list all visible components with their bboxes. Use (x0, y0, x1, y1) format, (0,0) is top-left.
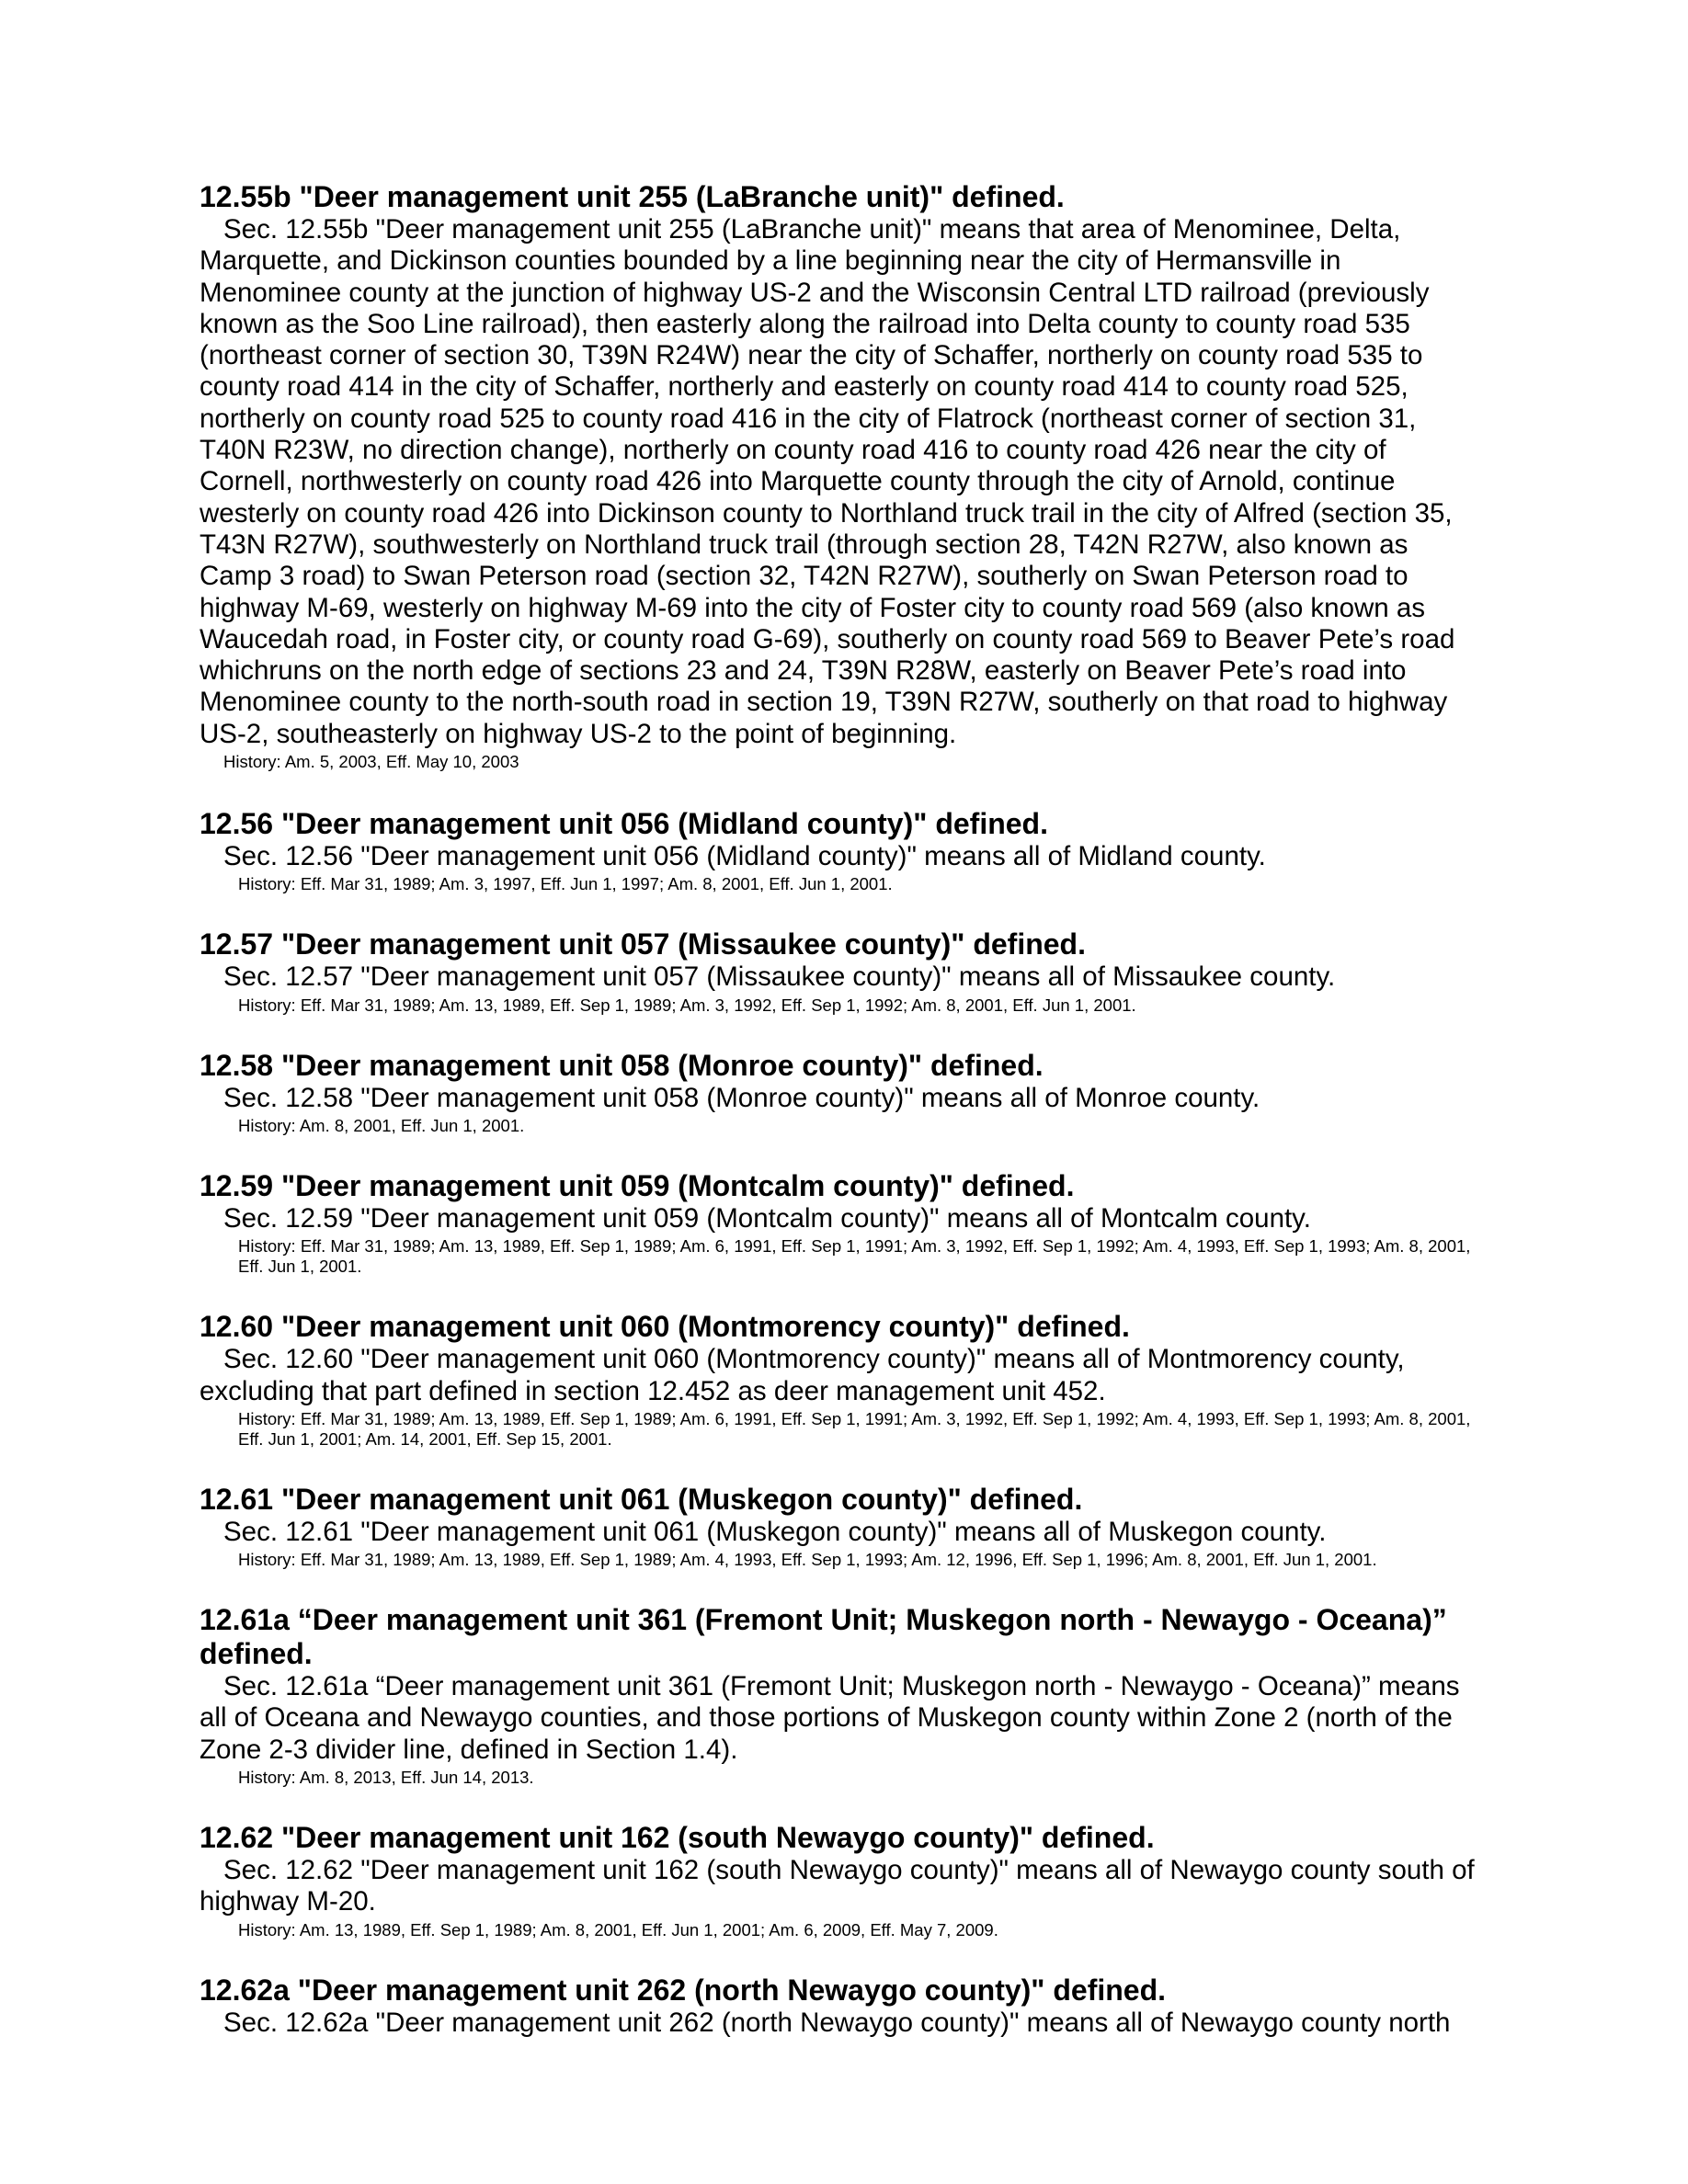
section-heading: 12.57 "Deer management unit 057 (Missaukee county)" defined. (200, 927, 1086, 961)
section-12-57 (200, 927, 1487, 1015)
section-12-59 (200, 1169, 1487, 1277)
section-heading: 12.56 "Deer management unit 056 (Midland county)" defined. (200, 807, 1048, 841)
section-heading: 12.59 "Deer management unit 059 (Montcalm county)" defined. (200, 1168, 1075, 1202)
section-12-61a (200, 1603, 1487, 1788)
section-heading: 12.55b "Deer management unit 255 (LaBranche unit)" defined. (200, 180, 1065, 213)
section-history: History: Eff. Mar 31, 1989; Am. 13, 1989, Eff. Sep 1, 1989; Am. 3, 1992, Eff. Sep 1, 1992; Am. 8, 2001, Eff. Jun 1, 2001. (238, 995, 1136, 1015)
section-12-55b (200, 180, 1487, 772)
section-history: History: Am. 8, 2001, Eff. Jun 1, 2001. (238, 1115, 525, 1135)
section-body: Sec. 12.61a “Deer management unit 361 (Fremont Unit; Muskegon north - Newaygo - Oceana)” means all of Oceana and Newaygo counties, and those portions of Muskegon county within Zone 2 (north of the Zone 2-3 divider line, defined in Section 1.4). (200, 1671, 1460, 1765)
section-body: Sec. 12.61 "Deer management unit 061 (Muskegon county)" means all of Muskegon county. (223, 1516, 1327, 1547)
section-body: Sec. 12.62 "Deer management unit 162 (south Newaygo county)" means all of Newaygo county south of highway M-20. (200, 1855, 1475, 1917)
section-12-58 (200, 1049, 1487, 1136)
section-heading: 12.60 "Deer management unit 060 (Montmorency county)" defined. (200, 1310, 1130, 1344)
section-history: History: Eff. Mar 31, 1989; Am. 13, 1989, Eff. Sep 1, 1989; Am. 6, 1991, Eff. Sep 1, 1991; Am. 3, 1992, Eff. Sep 1, 1992; Am. 4, 1993, Eff. Sep 1, 1993; Am. 8, 2001, Eff. Jun 1, 2001; Am. 14, 2001, Eff. Sep 15, 2001. (238, 1408, 1471, 1449)
section-heading: 12.62 "Deer management unit 162 (south Newaygo county)" defined. (200, 1821, 1155, 1855)
section-heading: 12.62a "Deer management unit 262 (north Newaygo county)" defined. (200, 1973, 1167, 2007)
section-history: History: Am. 8, 2013, Eff. Jun 14, 2013. (238, 1768, 534, 1788)
section-body: Sec. 12.58 "Deer management unit 058 (Monroe county)" means all of Monroe county. (223, 1082, 1260, 1113)
section-12-56 (200, 807, 1487, 894)
section-body: Sec. 12.56 "Deer management unit 056 (Midland county)" means all of Midland county. (223, 841, 1266, 872)
section-history: History: Eff. Mar 31, 1989; Am. 13, 1989, Eff. Sep 1, 1989; Am. 4, 1993, Eff. Sep 1, 1993; Am. 12, 1996, Eff. Sep 1, 1996; Am. 8, 2001, Eff. Jun 1, 2001. (238, 1550, 1377, 1570)
section-heading: 12.58 "Deer management unit 058 (Monroe county)" defined. (200, 1048, 1044, 1082)
section-history: History: Am. 13, 1989, Eff. Sep 1, 1989; Am. 8, 2001, Eff. Jun 1, 2001; Am. 6, 2009, Eff. May 7, 2009. (238, 1919, 998, 1939)
section-12-62a (200, 1974, 1487, 2039)
section-body: Sec. 12.55b "Deer management unit 255 (LaBranche unit)" means that area of Menominee, Delta, Marquette, and Dickinson counties bounded by a line beginning near the city of Hermansville in Menominee county at the junction of highway US-2 and the Wisconsin Central LTD railroad (previously known as the Soo Line railroad), then easterly along the railroad into Delta county to county road 535 (northeast corner of section 30, T39N R24W) near the city of Schaffer, northerly on county road 535 to county road 414 in the city of Schaffer, northerly and easterly on county road 414 to county road 525, northerly on county road 525 to county road 416 in the city of Flatrock (northeast corner of section 31, T40N R23W, no direction change), northerly on county road 416 to county road 426 near the city of Cornell, northwesterly on county road 426 into Marquette county through the city of Arnold, continue westerly on county road 426 into Dickinson county to Northland truck trail in the city of Alfred (section 35, T43N R27W), southwesterly on Northland truck trail (through section 28, T42N R27W, also known as Camp 3 road) to Swan Peterson road (section 32, T42N R27W), southerly on Swan Peterson road to highway M-69, westerly on highway M-69 into the city of Foster city to county road 569 (also known as Waucedah road, in Foster city, or county road G-69), southerly on county road 569 to Beaver Pete’s road whichruns on the north edge of sections 23 and 24, T39N R28W, easterly on Beaver Pete’s road into Menominee county to the north-south road in section 19, T39N R27W, southerly on that road to highway US-2, southeasterly on highway US-2 to the point of beginning. (200, 214, 1455, 749)
section-history: History: Eff. Mar 31, 1989; Am. 13, 1989, Eff. Sep 1, 1989; Am. 6, 1991, Eff. Sep 1, 1991; Am. 3, 1992, Eff. Sep 1, 1992; Am. 4, 1993, Eff. Sep 1, 1993; Am. 8, 2001, Eff. Jun 1, 2001. (238, 1236, 1471, 1277)
section-body: Sec. 12.60 "Deer management unit 060 (Montmorency county)" means all of Montmorency county, excluding that part defined in section 12.452 as deer management unit 452. (200, 1344, 1405, 1406)
section-heading: 12.61 "Deer management unit 061 (Muskegon county)" defined. (200, 1482, 1083, 1516)
section-12-60 (200, 1310, 1487, 1450)
section-history: History: Eff. Mar 31, 1989; Am. 3, 1997, Eff. Jun 1, 1997; Am. 8, 2001, Eff. Jun 1, 2001. (238, 874, 893, 894)
section-body: Sec. 12.59 "Deer management unit 059 (Montcalm county)" means all of Montcalm county. (223, 1202, 1311, 1234)
section-12-62 (200, 1821, 1487, 1940)
section-history: History: Am. 5, 2003, Eff. May 10, 2003 (223, 752, 519, 772)
section-heading: 12.61a “Deer management unit 361 (Fremont Unit; Muskegon north - Newaygo - Oceana)” defined. (200, 1603, 1447, 1671)
section-body: Sec. 12.62a "Deer management unit 262 (north Newaygo county)" means all of Newaygo county north (223, 2007, 1451, 2038)
section-12-61 (200, 1483, 1487, 1570)
document-page (200, 180, 1487, 2039)
section-body: Sec. 12.57 "Deer management unit 057 (Missaukee county)" means all of Missaukee county. (223, 961, 1336, 993)
